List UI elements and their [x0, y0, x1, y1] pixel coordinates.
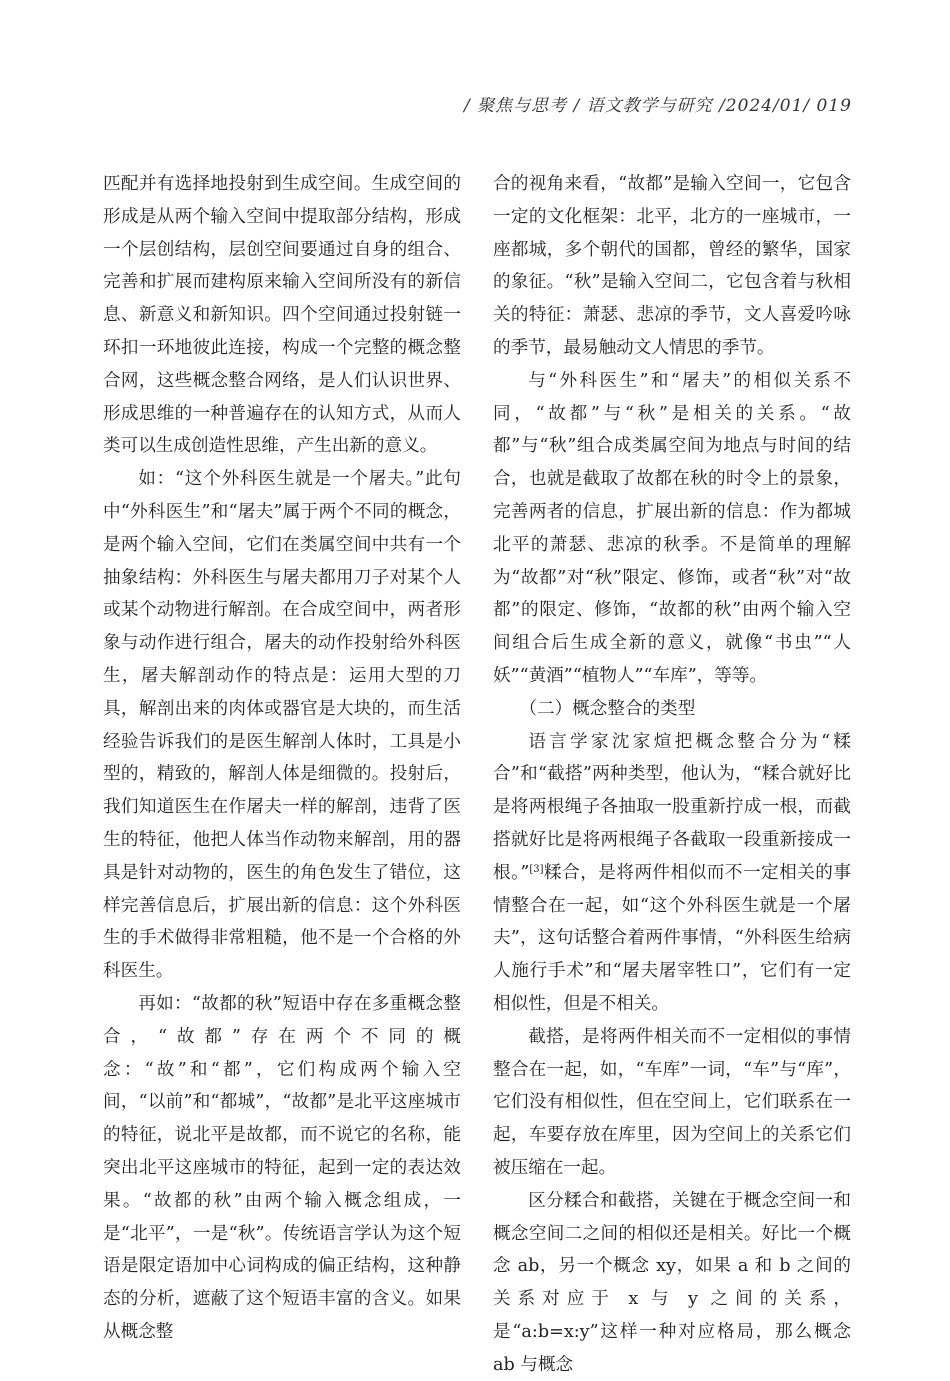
body-paragraph: 与“外科医生”和“屠夫”的相似关系不同，“故都”与“秋”是相关的关系。“故都”与“秋”组合成类属空间为地点与时间的结合，也就是截取了故都在秋的时令上的景象，完善两者的信息，扩展出新的信息：作为都城北平的萧瑟、悲凉的秋季。不是简单的理解为“故都”对“秋”限定、修饰，或者“秋”对“故都”的限定、修饰，“故都的秋”由两个输入空间组合后生成全新的意义，就像“书虫”“人妖”“黄酒”“植物人”“车库”，等等。 — [493, 370, 851, 686]
right-column — [493, 168, 851, 1381]
left-column — [103, 168, 461, 1349]
body-text: 糅合，是将两件相似而不一定相关的事情整合在一起，如“这个外科医生就是一个屠夫”，这句话整合着两件事情，“外科医生给病人施行手术”和“屠夫屠宰牲口”，它们有一定相似性，但是不相关。 — [493, 862, 851, 1014]
body-paragraph: 再如：“故都的秋”短语中存在多重概念整合，“故都”存在两个不同的概念：“故”和“都”，它们构成两个输入空间，“以前”和“都城”，“故都”是北平这座城市的特征，说北平是故都，而不说它的名称，能突出北平这座城市的特征，起到一定的表达效果。“故都的秋”由两个输入概念组成，一是“北平”，一是“秋”。传统语言学认为这个短语是限定语加中心词构成的偏正结构，这种静态的分析，遮蔽了这个短语丰富的含义。如果从概念整 — [103, 993, 461, 1342]
body-paragraph: 如：“这个外科医生就是一个屠夫。”此句中“外科医生”和“屠夫”属于两个不同的概念，是两个输入空间，它们在类属空间中共有一个抽象结构：外科医生与屠夫都用刀子对某个人或某个动物进行解剖。在合成空间中，两者形象与动作进行组合，屠夫的动作投射给外科医生，屠夫解剖动作的特点是：运用大型的刀具，解剖出来的肉体或器官是大块的，而生活经验告诉我们的是医生解剖人体时，工具是小型的，精致的，解剖人体是细微的。投射后，我们知道医生在作屠夫一样的解剖，违背了医生的特征，他把人体当作动物来解剖，用的器具是针对动物的，医生的角色发生了错位，这样完善信息后，扩展出新的信息：这个外科医生的手术做得非常粗糙，他不是一个合格的外科医生。 — [103, 469, 461, 982]
quote-text: 语言学家沈家煊把概念整合分为“糅合”和“截搭”两种类型，他认为，“糅合就好比是将两根绳子各抽取一股重新拧成一根，而截搭就好比是将两根绳子各截取一段重新接成一根。” — [493, 731, 851, 883]
citation-marker[interactable]: [3] — [529, 863, 544, 875]
body-paragraph: 匹配并有选择地投射到生成空间。生成空间的形成是从两个输入空间中提取部分结构，形成一个层创结构，层创空间要通过自身的组合、完善和扩展而建构原来输入空间所没有的新信息、新意义和新知识。四个空间通过投射链一环扣一环地彼此连接，构成一个完整的概念整合网，这些概念整合网络，是人们认识世界、形成思维的一种普遍存在的认知方式，从而人类可以生成创造性思维，产生出新的意义。 — [103, 174, 461, 457]
body-paragraph: 截搭，是将两件相关而不一定相似的事情整合在一起，如，“车库”一词，“车”与“库”，它们没有相似性，但在空间上，它们联系在一起，车要存放在库里，因为空间上的关系它们被压缩在一起。 — [493, 1026, 851, 1178]
body-paragraph: 合的视角来看，“故都”是输入空间一，它包含一定的文化框架：北平，北方的一座城市，一座都城，多个朝代的国都，曾经的繁华，国家的象征。“秋”是输入空间二，它包含着与秋相关的特征：萧瑟、悲凉的季节，文人喜爱吟咏的季节，最易触动文人情思的季节。 — [493, 174, 851, 358]
body-paragraph: 区分糅合和截搭，关键在于概念空间一和概念空间二之间的相似还是相关。好比一个概念 ab，另一个概念 xy，如果 a 和 b 之间的关系对应于 x 与 y 之间的关系，是“a:b=x:y”这样一种对应格局，那么概念 ab 与概念 — [493, 1190, 851, 1375]
body-paragraph — [493, 726, 851, 1021]
running-header: / 聚焦与思考 / 语文教学与研究 /2024/01/ 019 — [464, 96, 852, 116]
section-heading: （二）概念整合的类型 — [519, 698, 696, 719]
